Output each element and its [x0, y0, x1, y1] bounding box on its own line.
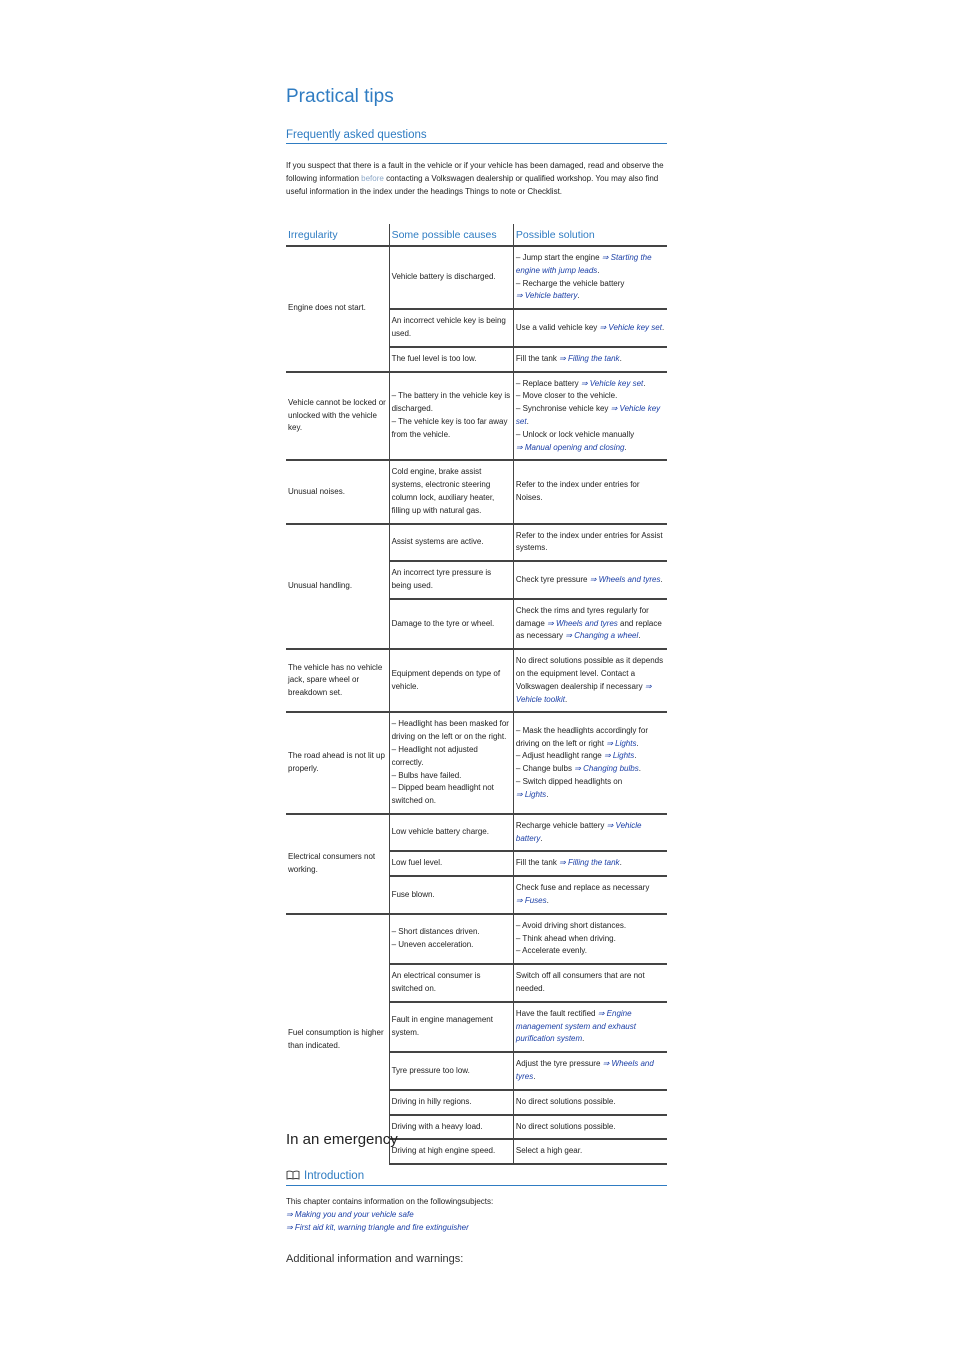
- cross-reference-link[interactable]: ⇒ Filling the tank: [559, 858, 620, 868]
- intro-highlight: before: [361, 173, 384, 183]
- table-row: [286, 372, 667, 461]
- solution-cell: [513, 309, 667, 347]
- cross-reference-link[interactable]: ⇒ Lights: [515, 789, 547, 799]
- cause-cell: The fuel level is too low.: [389, 347, 513, 372]
- solution-text: Check tyre pressure: [515, 574, 590, 584]
- cause-cell: An incorrect vehicle key is being used.: [389, 309, 513, 347]
- cause-cell: Fuse blown.: [389, 876, 513, 914]
- introduction-heading-text: Introduction: [304, 1170, 365, 1182]
- irregularity-cell: Fuel consumption is higher than indicated.: [288, 1027, 384, 1050]
- cross-reference-link[interactable]: ⇒ Lights: [606, 738, 637, 748]
- irregularity-cell: Vehicle cannot be locked or unlocked with the vehicle key.: [286, 372, 389, 461]
- solution-text: .: [546, 896, 549, 906]
- solution-text: No direct solutions possible as it depends on the equipment level. Contact a Volkswagen dealership if necessary: [515, 656, 664, 691]
- solution-text: – Jump start the engine: [515, 253, 602, 262]
- cross-reference-link[interactable]: ⇒ Vehicle key set: [599, 322, 662, 332]
- faq-table: [286, 224, 667, 1165]
- solution-text: .: [619, 858, 622, 868]
- solution-text: Fill the tank: [515, 858, 560, 868]
- cross-reference-link[interactable]: ⇒ Wheels and tyres: [515, 1059, 654, 1082]
- solution-text: .: [661, 322, 665, 332]
- additional-info-heading: Additional information and warnings:: [286, 1253, 464, 1265]
- solution-cell: [513, 914, 667, 964]
- cross-reference-link[interactable]: ⇒ Wheels and tyres: [589, 574, 661, 584]
- faq-intro-paragraph: [286, 160, 667, 198]
- faq-heading: Frequently asked questions: [286, 129, 667, 144]
- solution-cell: [513, 1002, 667, 1052]
- solution-text: . – Move closer to the vehicle. – Synchronise vehicle key: [515, 378, 646, 414]
- table-row: [286, 649, 667, 712]
- solution-cell: [513, 246, 667, 309]
- solution-text: Select a high gear.: [515, 1146, 583, 1156]
- link-making-safe[interactable]: ⇒ Making you and your vehicle safe: [286, 1210, 414, 1219]
- table-row: [286, 914, 667, 964]
- cause-cell: Cold engine, brake assist systems, electronic steering column lock, auxiliary heater, filling up with natural gas.: [389, 460, 513, 523]
- header-causes: Some possible causes: [389, 224, 513, 246]
- cause-cell: – Short distances driven. – Uneven acceleration.: [389, 914, 513, 964]
- solution-text: .: [540, 833, 543, 843]
- cross-reference-link[interactable]: ⇒ Vehicle key set: [580, 378, 644, 388]
- cause-cell: An incorrect tyre pressure is being used.: [389, 561, 513, 599]
- cause-cell: Low vehicle battery charge.: [389, 814, 513, 852]
- irregularity-cell: Unusual handling.: [286, 524, 389, 650]
- solution-text: – Avoid driving short distances. – Think ahead when driving. – Accelerate evenly.: [515, 920, 627, 956]
- solution-text: Check fuse and replace as necessary: [515, 883, 650, 893]
- solution-cell: [513, 372, 667, 461]
- solution-cell: [513, 1115, 667, 1140]
- solution-text: Refer to the index under entries for Assist systems.: [515, 530, 663, 553]
- chapter-contents: [286, 1195, 667, 1234]
- solution-text: Adjust the tyre pressure: [515, 1059, 603, 1069]
- solution-text: . – Change bulbs: [515, 751, 637, 774]
- solution-text: .: [546, 789, 549, 799]
- cross-reference-link[interactable]: ⇒ Vehicle battery: [515, 291, 578, 301]
- solution-text: . – Adjust headlight range: [515, 738, 639, 761]
- solution-cell: [513, 1139, 667, 1164]
- solution-text: .: [660, 574, 663, 584]
- cross-reference-link[interactable]: ⇒ Fuses: [515, 896, 547, 906]
- cross-reference-link[interactable]: ⇒ Vehicle key set: [515, 404, 661, 426]
- solution-text: Use a valid vehicle key: [515, 322, 600, 332]
- solution-cell: [513, 561, 667, 599]
- solution-text: .: [619, 353, 622, 363]
- solution-text: – Mask the headlights accordingly for driving on the left or right: [515, 725, 648, 748]
- solution-text: Fill the tank: [515, 353, 560, 363]
- solution-text: Recharge vehicle battery: [515, 820, 607, 830]
- cause-cell: Fault in engine management system.: [389, 1002, 513, 1052]
- cause-cell: – Headlight has been masked for driving on the left or on the right. – Headlight not adjusted correctly. – Bulbs have failed. – Dipped beam headlight not switched on.: [389, 712, 513, 814]
- solution-text: .: [564, 694, 568, 704]
- page-title: Practical tips: [286, 86, 394, 107]
- cross-reference-link[interactable]: ⇒ Wheels and tyres: [547, 618, 618, 628]
- solution-text: Check the rims and tyres regularly for damage: [515, 605, 649, 628]
- cause-cell: Driving at high engine speed.: [389, 1139, 513, 1164]
- solution-text: and replace as necessary: [515, 618, 662, 641]
- solution-cell: [513, 814, 667, 852]
- irregularity-cell: The road ahead is not lit up properly.: [286, 712, 389, 814]
- solution-text: Have the fault rectified: [515, 1008, 598, 1018]
- cause-cell: Driving with a heavy load.: [389, 1115, 513, 1140]
- irregularity-cell: The vehicle has no vehicle jack, spare wheel or breakdown set.: [286, 649, 389, 712]
- cause-cell: Vehicle battery is discharged.: [389, 246, 513, 309]
- solution-cell: [513, 964, 667, 1002]
- solution-cell: [513, 851, 667, 876]
- cross-reference-link[interactable]: ⇒ Manual opening and closing: [515, 442, 625, 452]
- intro-text-part2: contacting a Volkswagen dealership or qualified workshop. You may also find useful information in the index under the headings Things to note or Checklist.: [286, 173, 659, 196]
- solution-cell: [513, 524, 667, 562]
- solution-text: .: [624, 442, 627, 452]
- solution-text: .: [533, 1072, 536, 1082]
- introduction-heading: [286, 1170, 667, 1186]
- table-row: [286, 460, 667, 523]
- solution-cell: [513, 649, 667, 712]
- solution-text: – Replace battery: [515, 378, 581, 388]
- cause-cell: – The battery in the vehicle key is discharged. – The vehicle key is too far away from the vehicle.: [389, 372, 513, 461]
- cause-cell: Equipment depends on type of vehicle.: [389, 649, 513, 712]
- header-irregularity: Irregularity: [286, 224, 389, 246]
- solution-text: Switch off all consumers that are not needed.: [515, 971, 645, 994]
- irregularity-cell: Unusual noises.: [286, 460, 389, 523]
- cross-reference-link[interactable]: ⇒ Starting the engine with jump leads: [515, 253, 652, 275]
- cause-cell: Damage to the tyre or wheel.: [389, 599, 513, 649]
- solution-text: No direct solutions possible.: [515, 1096, 616, 1106]
- header-solution: Possible solution: [513, 224, 667, 246]
- table-row: [286, 814, 667, 852]
- solution-cell: [513, 712, 667, 814]
- solution-text: Refer to the index under entries for Noises.: [515, 480, 640, 502]
- solution-text: .: [638, 631, 641, 641]
- table-row: [286, 524, 667, 562]
- solution-text: No direct solutions possible.: [515, 1121, 616, 1131]
- table-row: [286, 712, 667, 814]
- cross-reference-link[interactable]: ⇒ Changing a wheel: [565, 631, 639, 641]
- cross-reference-link[interactable]: ⇒ Vehicle battery: [515, 820, 642, 843]
- solution-text: .: [582, 1034, 585, 1044]
- solution-text: .: [577, 291, 580, 301]
- solution-cell: [513, 1052, 667, 1090]
- section-title-emergency: In an emergency: [286, 1131, 398, 1148]
- cross-reference-link[interactable]: ⇒ Filling the tank: [559, 353, 620, 363]
- intro-text-part1: If you suspect that there is a fault in the vehicle or if your vehicle has been damaged, read and observe the following information: [286, 161, 664, 183]
- cause-cell: Assist systems are active.: [389, 524, 513, 562]
- irregularity-cell: Engine does not start.: [286, 246, 389, 372]
- solution-text: . – Unlock or lock vehicle manually: [515, 416, 635, 439]
- link-first-aid[interactable]: ⇒ First aid kit, warning triangle and fire extinguisher: [286, 1223, 469, 1232]
- cross-reference-link[interactable]: ⇒ Engine management system and exhaust purification system: [515, 1008, 636, 1044]
- irregularity-cell: Electrical consumers not working.: [286, 814, 389, 914]
- solution-text: . – Switch dipped headlights on: [515, 764, 641, 786]
- faq-table-body: [286, 246, 667, 1164]
- cause-cell: An electrical consumer is switched on.: [389, 964, 513, 1002]
- table-row: [286, 246, 667, 309]
- book-icon: [286, 1170, 300, 1184]
- cross-reference-link[interactable]: ⇒ Changing bulbs: [574, 764, 639, 774]
- cross-reference-link[interactable]: ⇒ Vehicle toolkit: [515, 681, 652, 704]
- cause-cell: Tyre pressure too low.: [389, 1052, 513, 1090]
- solution-cell: [513, 599, 667, 649]
- chapter-text: This chapter contains information on the followingsubjects:: [286, 1197, 494, 1206]
- solution-cell: [513, 347, 667, 372]
- cross-reference-link[interactable]: ⇒ Lights: [603, 751, 635, 761]
- solution-cell: [513, 460, 667, 523]
- solution-cell: [513, 876, 667, 914]
- cause-cell: Low fuel level.: [389, 851, 513, 876]
- cause-cell: Driving in hilly regions.: [389, 1090, 513, 1115]
- solution-text: . – Recharge the vehicle battery: [515, 265, 625, 288]
- solution-cell: [513, 1090, 667, 1115]
